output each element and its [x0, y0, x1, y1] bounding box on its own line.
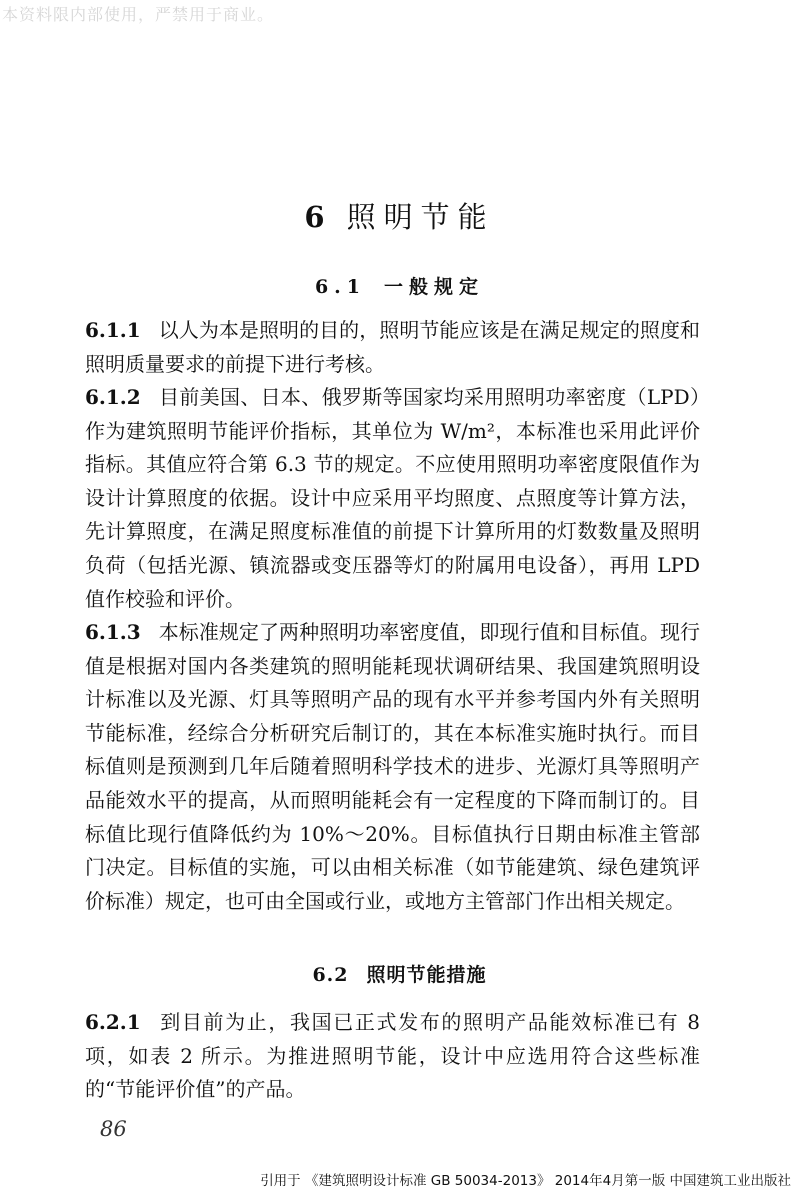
clause-text: 到目前为止，我国已正式发布的照明产品能效标准已有 8 项，如表 2 所示。为推进照明节能，设计中应选用符合这些标准的“节能评价值”的产品。: [85, 1010, 700, 1102]
clause-6-1-3: [85, 616, 700, 918]
clause-6-1-2: [85, 381, 700, 616]
section-heading-6-2: [0, 960, 799, 987]
clause-number: 6.2.1: [85, 1010, 141, 1034]
section-heading-6-1: [0, 272, 799, 299]
clause-number: 6.1.2: [85, 385, 141, 409]
citation-footer: 引用于 《建筑照明设计标准 GB 50034-2013》 2014年4月第一版 中国建筑工业出版社: [260, 1173, 791, 1189]
section-title: 一般规定: [384, 276, 485, 298]
chapter-number: 6: [304, 200, 333, 234]
chapter-heading: [0, 195, 799, 236]
clause-text: 目前美国、日本、俄罗斯等国家均采用照明功率密度（LPD）作为建筑照明节能评价指标，其单位为 W/m²，本标准也采用此评价指标。其值应符合第 6.3 节的规定。不应使用照明功率密度限值作为设计计算照度的依据。设计中应采用平均照度、点照度等计算方法，先计算照度，在满足照度标准值的前提下计算所用的灯数数量及照明负荷（包括光源、镇流器或变压器等灯的附属用电设备），再用 LPD 值作校验和评价。: [85, 385, 700, 611]
clause-text: 以人为本是照明的目的，照明节能应该是在满足规定的照度和照明质量要求的前提下进行考核。: [85, 318, 700, 376]
section-number: 6.1: [314, 276, 367, 298]
watermark-text: 本资料限内部使用，严禁用于商业。: [2, 5, 275, 24]
clause-text: 本标准规定了两种照明功率密度值，即现行值和目标值。现行值是根据对国内各类建筑的照明能耗现状调研结果、我国建筑照明设计标准以及光源、灯具等照明产品的现有水平并参考国内外有关照明节能标准，经综合分析研究后制订的，其在本标准实施时执行。而目标值则是预测到几年后随着照明科学技术的进步、光源灯具等照明产品能效水平的提高，从而照明能耗会有一定程度的下降而制订的。目标值比现行值降低约为 10%～20%。目标值执行日期由标准主管部门决定。目标值的实施，可以由相关标准（如节能建筑、绿色建筑评价标准）规定，也可由全国或行业，或地方主管部门作出相关规定。: [85, 620, 700, 913]
section-title: 照明节能措施: [366, 964, 487, 986]
chapter-title: 照明节能: [346, 200, 495, 234]
page-number: 86: [100, 1117, 127, 1141]
section-number: 6.2: [312, 964, 349, 986]
clause-number: 6.1.1: [85, 318, 141, 342]
clause-number: 6.1.3: [85, 620, 141, 644]
clause-6-2-1: [85, 1006, 700, 1107]
clause-6-1-1: [85, 314, 700, 381]
